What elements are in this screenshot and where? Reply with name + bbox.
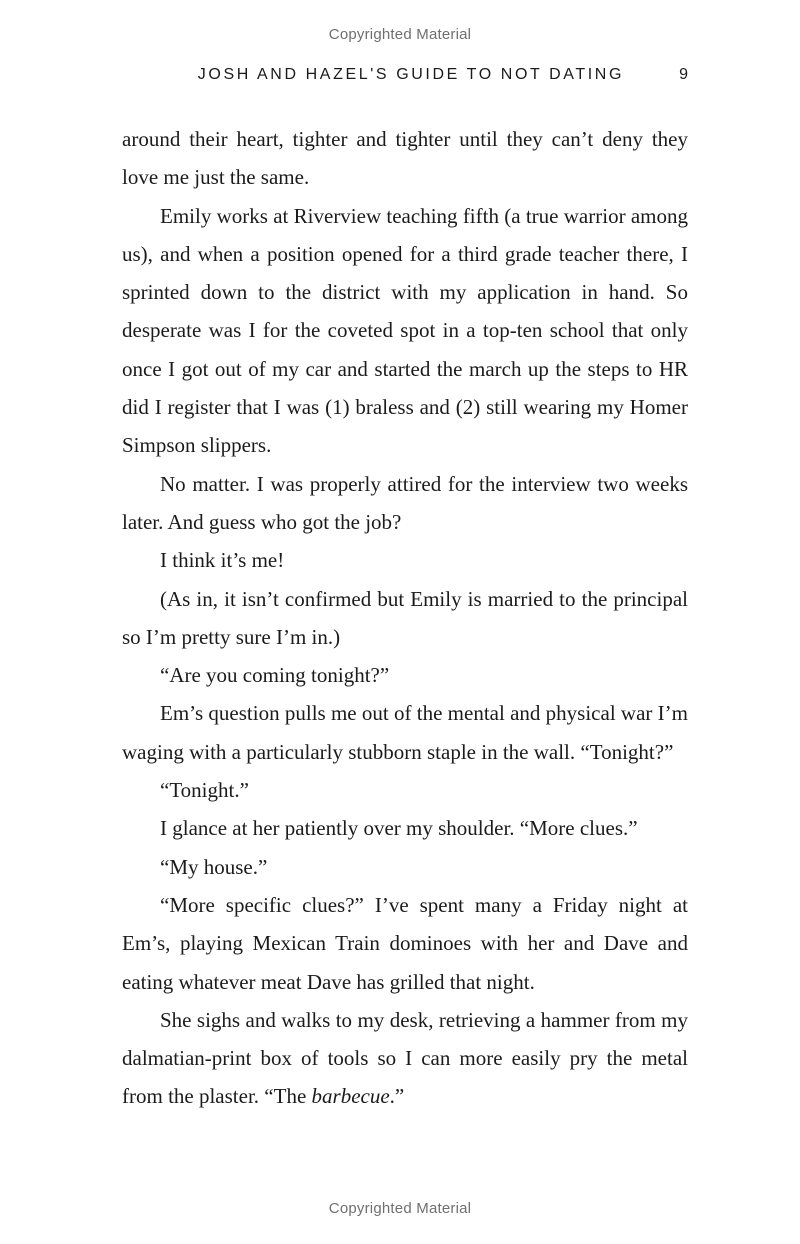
paragraph: (As in, it isn’t confirmed but Emily is married to the principal so I’m pretty sure I’m in.) [122, 586, 688, 649]
paragraph: “Are you coming tonight?” [160, 663, 390, 688]
paragraph: Em’s question pulls me out of the mental and physical war I’m waging with a particularly stubborn staple in the wall. “Tonight?” [122, 701, 688, 764]
paragraph: Emily works at Riverview teaching fifth (a true warrior among us), and when a position opened for a third grade teacher there, I sprinted down to the district with my application in hand. So desperate was I for the coveted spot in a top-ten school that only once I got out of my car and started the march up the steps to HR did I register that I was (1) braless and (2) still wearing my Homer Simpson slippers. [122, 203, 688, 458]
italic-word: barbecue [311, 1084, 390, 1109]
paragraph: I glance at her patiently over my shoulder. “More clues.” [160, 816, 638, 841]
paragraph-text: She sighs and walks to my desk, retrieving a hammer from my dalmatian-print box of tools so I can more easily pry the metal from the plaster. “The [122, 1007, 688, 1109]
running-header [122, 66, 688, 90]
paragraph-text: .” [389, 1084, 405, 1109]
paragraph: “Tonight.” [160, 778, 249, 803]
copyright-watermark-top: Copyrighted Material [328, 26, 472, 43]
book-title: JOSH AND HAZEL'S GUIDE TO NOT DATING [197, 66, 624, 83]
paragraph: No matter. I was properly attired for the interview two weeks later. And guess who got the job? [122, 471, 688, 534]
paragraph [122, 1001, 688, 1116]
page-body [122, 120, 688, 1116]
page-number: 9 [679, 66, 688, 83]
paragraph: “More specific clues?” I’ve spent many a Friday night at Em’s, playing Mexican Train dominoes with her and Dave and eating whatever meat Dave has grilled that night. [122, 892, 688, 994]
paragraph: I think it’s me! [160, 548, 285, 573]
copyright-watermark-bottom: Copyrighted Material [328, 1200, 472, 1217]
paragraph: “My house.” [160, 854, 268, 879]
paragraph: around their heart, tighter and tighter until they can’t deny they love me just the same. [122, 127, 688, 190]
